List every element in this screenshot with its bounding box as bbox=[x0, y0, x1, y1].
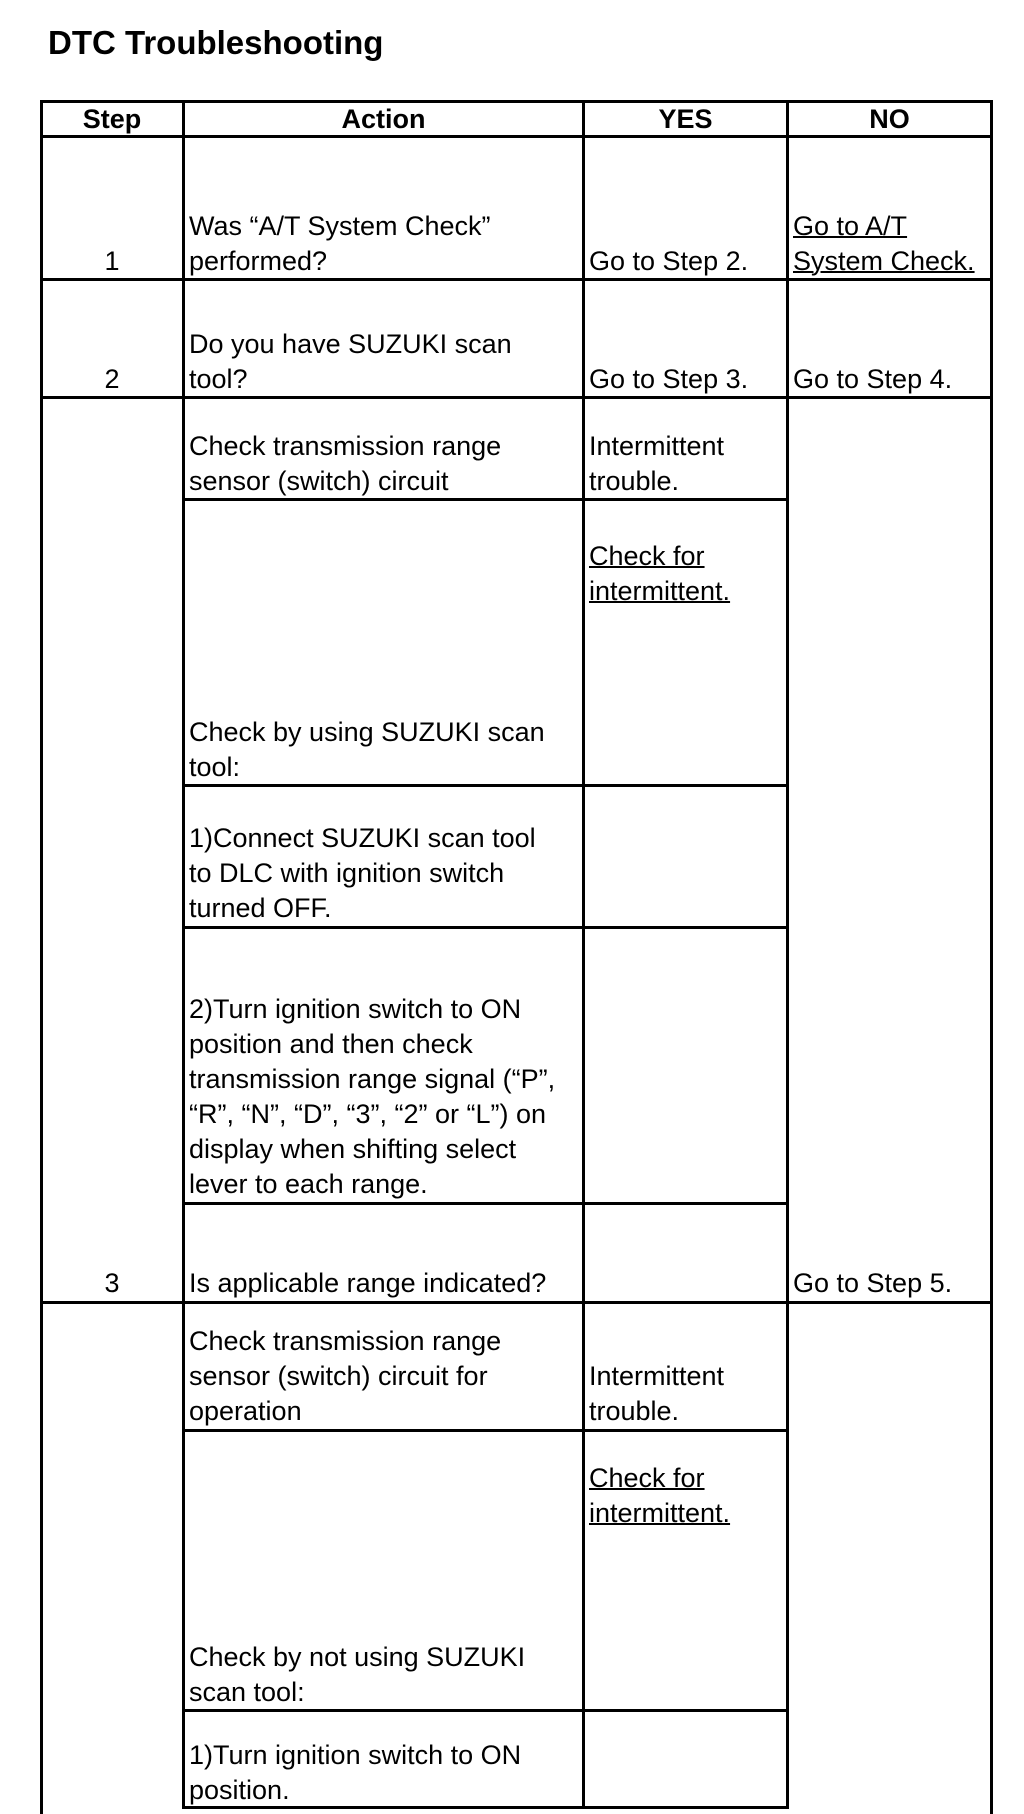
yes-result: Go to Step 2. bbox=[589, 246, 749, 276]
action-text: Check by using SUZUKI scan bbox=[189, 717, 545, 747]
action-text: lever to each range. bbox=[189, 1169, 428, 1199]
yes-link-intermittent[interactable]: Check for bbox=[589, 1463, 705, 1493]
step-number: 3 bbox=[104, 1268, 120, 1298]
yes-result: Intermittent bbox=[589, 431, 725, 461]
column-header-step: Step bbox=[82, 104, 142, 134]
step-number: 1 bbox=[104, 246, 120, 276]
column-header-no: NO bbox=[869, 104, 910, 134]
action-text: to DLC with ignition switch bbox=[189, 858, 505, 888]
action-text: 2)Turn ignition switch to ON bbox=[189, 994, 522, 1024]
yes-link-intermittent[interactable]: intermittent. bbox=[589, 1498, 731, 1528]
no-link-system-check[interactable]: Go to A/T bbox=[793, 211, 908, 241]
yes-result: Intermittent bbox=[589, 1361, 725, 1391]
action-text: 1)Connect SUZUKI scan tool bbox=[189, 823, 536, 853]
action-text: Is applicable range indicated? bbox=[189, 1268, 547, 1298]
action-text: sensor (switch) circuit bbox=[189, 466, 449, 496]
action-text: Check transmission range bbox=[189, 1326, 502, 1356]
column-header-action: Action bbox=[341, 104, 426, 134]
action-text: “R”, “N”, “D”, “3”, “2” or “L”) on bbox=[189, 1099, 546, 1129]
action-text: position. bbox=[189, 1775, 290, 1805]
action-text: 1)Turn ignition switch to ON bbox=[189, 1740, 522, 1770]
action-text: position and then check bbox=[189, 1029, 473, 1059]
no-result: Go to Step 5. bbox=[793, 1268, 953, 1298]
step-number: 2 bbox=[104, 364, 120, 394]
yes-result: trouble. bbox=[589, 1396, 680, 1426]
yes-result: trouble. bbox=[589, 466, 680, 496]
no-link-system-check[interactable]: System Check. bbox=[793, 246, 975, 276]
action-text: turned OFF. bbox=[189, 893, 332, 923]
action-text: display when shifting select bbox=[189, 1134, 517, 1164]
yes-link-intermittent[interactable]: Check for bbox=[589, 541, 705, 571]
action-text: performed? bbox=[189, 246, 328, 276]
action-text: Check by not using SUZUKI bbox=[189, 1642, 526, 1672]
page-title: DTC Troubleshooting bbox=[48, 24, 384, 61]
action-text: operation bbox=[189, 1396, 302, 1426]
yes-link-intermittent[interactable]: intermittent. bbox=[589, 576, 731, 606]
action-text: tool? bbox=[189, 364, 248, 394]
action-text: Do you have SUZUKI scan bbox=[189, 329, 512, 359]
action-text: transmission range signal (“P”, bbox=[189, 1064, 556, 1094]
action-text: tool: bbox=[189, 752, 241, 782]
action-text: Check transmission range bbox=[189, 431, 502, 461]
no-result: Go to Step 4. bbox=[793, 364, 953, 394]
action-text: Was “A/T System Check” bbox=[189, 211, 491, 241]
action-text: scan tool: bbox=[189, 1677, 305, 1707]
action-text: sensor (switch) circuit for bbox=[189, 1361, 488, 1391]
column-header-yes: YES bbox=[658, 104, 713, 134]
yes-result: Go to Step 3. bbox=[589, 364, 749, 394]
